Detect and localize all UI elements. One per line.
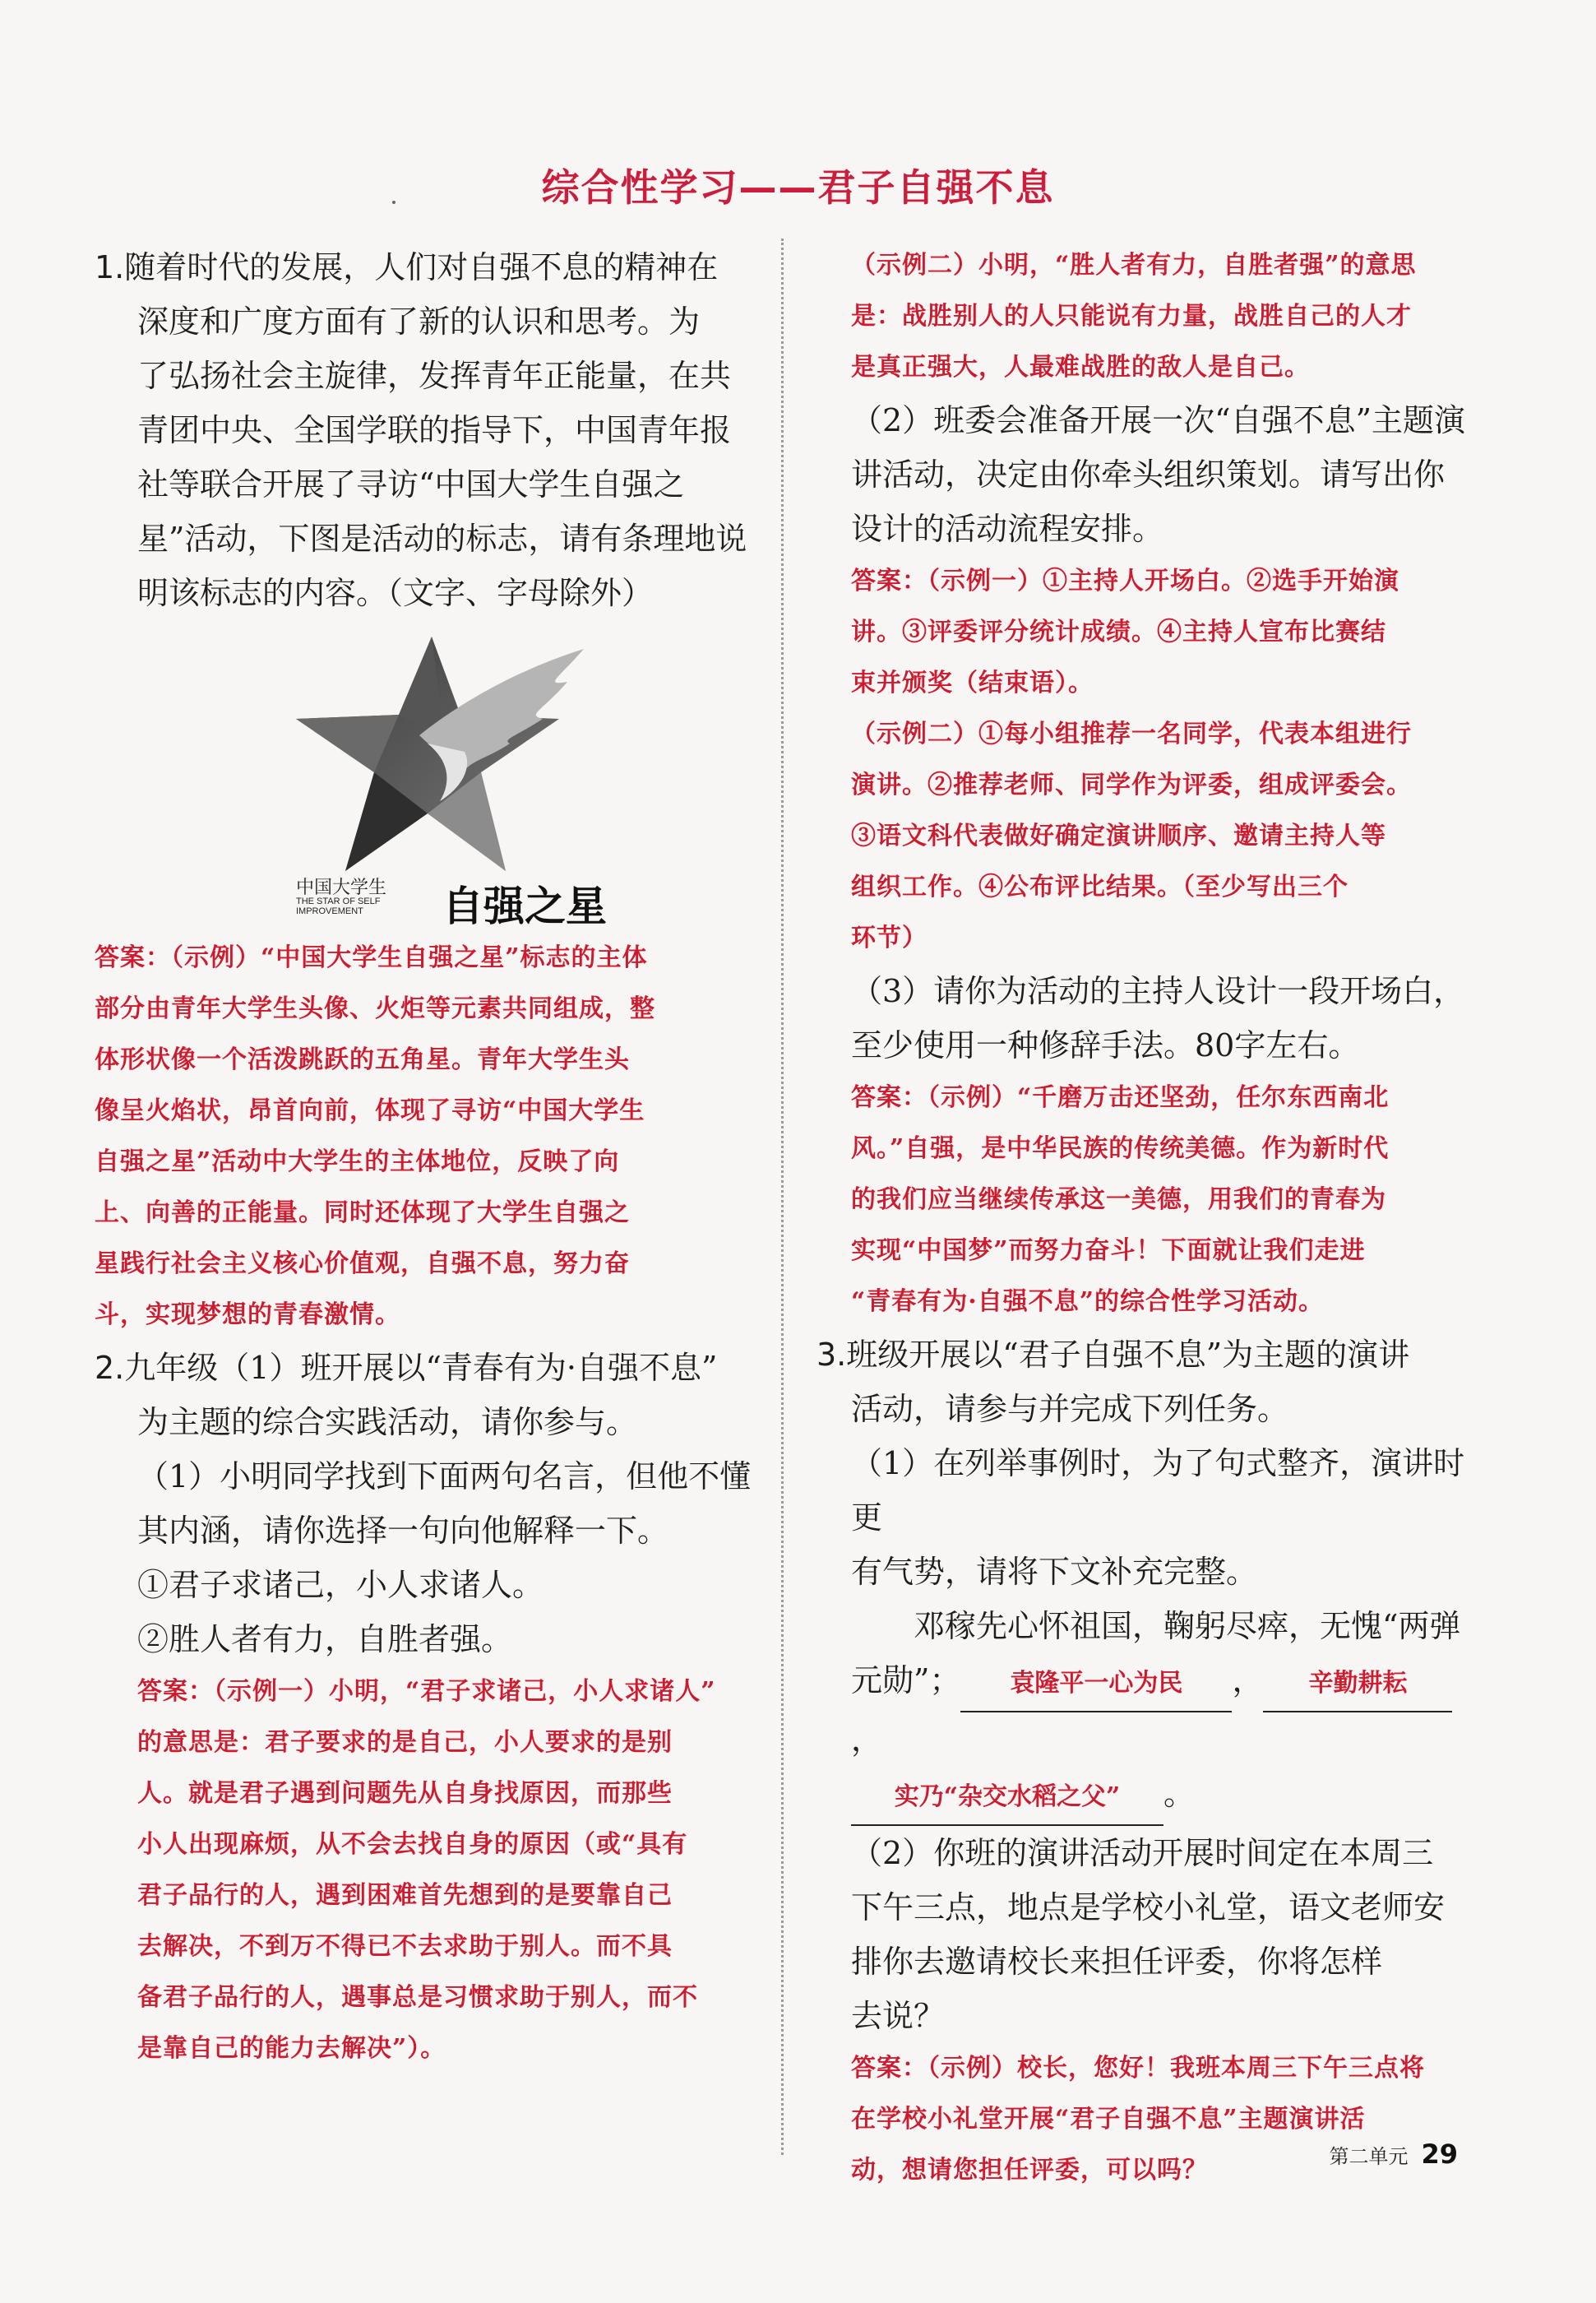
subquestion-text: （2）你班的演讲活动开展时间定在本周三 — [851, 1835, 1434, 1871]
fill-end: 。 — [1163, 1776, 1196, 1812]
question-2 — [95, 1341, 761, 2074]
subquestion-text: 讲活动，决定由你牵头组织策划。请写出你 — [851, 456, 1446, 493]
logo-brand-text: 自强之星 — [442, 882, 607, 930]
answer-label: 答案： — [95, 943, 171, 972]
answer-text: 去解决，不到万不得已不去求助于别人。而不具 — [137, 1932, 673, 1961]
answer-text: ③语文科代表做好确定演讲顺序、邀请主持人等 — [851, 822, 1386, 850]
answer-text: （示例）“千磨万击还坚劲，任尔东西南北 — [928, 1083, 1390, 1112]
star-logo — [296, 637, 625, 933]
answer-text: 自强之星”活动中大学生的主体地位，反映了向 — [95, 1147, 620, 1176]
question-number: 3. — [817, 1337, 847, 1373]
fill-blank-answer: 实乃“杂交水稻之父” — [851, 1770, 1163, 1826]
fill-line — [851, 1767, 1476, 1826]
answer-block — [95, 1666, 761, 2074]
fill-line — [851, 1653, 1476, 1767]
answer-text: 的意思是：君子要求的是自己，小人要求的是别 — [137, 1728, 673, 1757]
question-text: 班级开展以“君子自强不息”为主题的演讲 — [846, 1337, 1410, 1373]
page-title: 综合性学习——君子自强不息 — [541, 165, 1055, 210]
quote-text: ①君子求诸己，小人求诸人。 — [137, 1567, 544, 1603]
answer-text: 在学校小礼堂开展“君子自强不息”主题演讲活 — [851, 2105, 1366, 2134]
page-number: 29 — [1421, 2138, 1458, 2170]
question-text: 随着时代的发展，人们对自强不息的精神在 — [124, 249, 719, 285]
subquestion-text: （3）请你为活动的主持人设计一段开场白， — [851, 973, 1465, 1009]
answer-text: 讲。③评委评分统计成绩。④主持人宣布比赛结 — [851, 618, 1386, 646]
answer-text: 束并颁奖（结束语）。 — [851, 669, 1094, 697]
answer-text: （示例一）小明，“君子求诸己，小人求诸人” — [214, 1677, 716, 1706]
answer-label: 答案： — [137, 1677, 214, 1706]
answer-text: 星践行社会主义核心价值观，自强不息，努力奋 — [95, 1249, 630, 1278]
question-1 — [95, 240, 761, 1341]
subquestion-text: 至少使用一种修辞手法。80字左右。 — [851, 1027, 1360, 1063]
answer-block — [851, 1073, 1476, 1328]
page-footer — [1329, 2138, 1458, 2170]
star-emblem-icon — [296, 637, 625, 875]
column-divider — [781, 239, 784, 2155]
fill-text: 邓稼先心怀祖国，鞠躬尽瘁，无愧“两弹 — [914, 1608, 1461, 1644]
answer-text: 是真正强大，人最难战胜的敌人是自己。 — [851, 353, 1310, 382]
answer-text: 备君子品行的人，遇事总是习惯求助于别人，而不 — [137, 1983, 698, 2012]
question-number: 1. — [95, 249, 125, 285]
subquestion-text: 有气势，请将下文补充完整。 — [851, 1554, 1258, 1590]
question-text: 青团中央、全国学联的指导下，中国青年报 — [137, 412, 732, 448]
answer-label: 答案： — [851, 1083, 928, 1112]
answer-text: 小人出现麻烦，从不会去找自身的原因（或“具有 — [137, 1830, 688, 1859]
answer-text: “青春有为·自强不息”的综合性学习活动。 — [851, 1287, 1324, 1316]
answer-text: 君子品行的人，遇到困难首先想到的是要靠自己 — [137, 1881, 673, 1910]
answer-text: 组织工作。④公布评比结果。（至少写出三个 — [851, 873, 1349, 901]
answer-text: 像呈火焰状，昂首向前，体现了寻访“中国大学生 — [95, 1096, 645, 1125]
question-number: 2. — [95, 1350, 125, 1386]
subquestion-text: （1）小明同学找到下面两句名言，但他不懂 — [137, 1458, 752, 1494]
answer-label: 答案： — [851, 2054, 928, 2083]
answer-text: 体形状像一个活泼跳跃的五角星。青年大学生头 — [95, 1045, 630, 1074]
subquestion-text: 去说？ — [851, 1998, 946, 2034]
fill-prefix: 元勋”； — [851, 1662, 961, 1698]
left-column — [95, 240, 761, 2074]
answer-label: 答案： — [851, 567, 928, 595]
logo-caption — [296, 873, 625, 930]
quote-text: ②胜人者有力，自胜者强。 — [137, 1621, 513, 1657]
logo-en-text: THE STAR OF SELF IMPROVEMENT — [296, 897, 381, 916]
logo-cn-text: 中国大学生 — [296, 878, 387, 898]
answer-text: 是靠自己的能力去解决”）。 — [137, 2034, 446, 2063]
answer-text: 人。就是君子遇到问题先从自身找原因，而那些 — [137, 1779, 673, 1808]
answer-text: （示例）校长，您好！我班本周三下午三点将 — [928, 2054, 1425, 2083]
answer-block — [851, 2043, 1476, 2196]
question-3 — [817, 1328, 1476, 2196]
answer-text: 斗，实现梦想的青春激情。 — [95, 1300, 400, 1329]
right-column — [817, 240, 1476, 2196]
answer-text: （示例一）①主持人开场白。②选手开始演 — [928, 567, 1399, 595]
answer-text: 实现“中国梦”而努力奋斗！下面就让我们走进 — [851, 1236, 1366, 1265]
question-text: 活动，请参与并完成下列任务。 — [851, 1391, 1289, 1427]
answer-text: 环节） — [851, 924, 928, 952]
answer-text: （示例）“中国大学生自强之星”标志的主体 — [171, 943, 648, 972]
answer-text: （示例二）①每小组推荐一名同学，代表本组进行 — [851, 720, 1412, 748]
answer-text: 风。”自强，是中华民族的传统美德。作为新时代 — [851, 1134, 1390, 1163]
fill-comma: ， — [851, 1721, 883, 1758]
answer-block — [851, 240, 1476, 393]
question-text: 了弘扬社会主旋律，发挥青年正能量，在共 — [137, 358, 732, 394]
fill-blank-answer: 辛勤耕耘 — [1263, 1657, 1452, 1712]
question-text: 明该标志的内容。（文字、字母除外） — [137, 575, 654, 611]
fill-comma: ， — [1232, 1662, 1264, 1698]
question-text: 深度和广度方面有了新的认识和思考。为 — [137, 304, 701, 340]
question-text: 为主题的综合实践活动，请你参与。 — [137, 1404, 638, 1440]
answer-block — [95, 933, 761, 1341]
answer-text: 部分由青年大学生头像、火炬等元素共同组成，整 — [95, 994, 655, 1023]
question-text: 星”活动，下图是活动的标志，请有条理地说 — [137, 521, 747, 557]
subquestion-text: 下午三点，地点是学校小礼堂，语文老师安 — [851, 1889, 1446, 1925]
answer-text: （示例二）小明，“胜人者有力，自胜者强”的意思 — [851, 251, 1417, 280]
question-text: 社等联合开展了寻访“中国大学生自强之 — [137, 466, 685, 503]
subquestion-text: 设计的活动流程安排。 — [851, 511, 1164, 547]
question-text: 九年级（1）班开展以“青春有为·自强不息” — [124, 1350, 718, 1386]
subquestion-text: 其内涵，请你选择一句向他解释一下。 — [137, 1513, 669, 1549]
subquestion-text: （1）在列举事例时，为了句式整齐，演讲时更 — [851, 1445, 1465, 1536]
answer-text: 动，想请您担任评委，可以吗？ — [851, 2156, 1208, 2185]
answer-text: 上、向善的正能量。同时还体现了大学生自强之 — [95, 1198, 630, 1227]
answer-text: 的我们应当继续传承这一美德，用我们的青春为 — [851, 1185, 1386, 1214]
answer-text: 演讲。②推荐老师、同学作为评委，组成评委会。 — [851, 771, 1412, 799]
subquestion-text: （2）班委会准备开展一次“自强不息”主题演 — [851, 402, 1466, 438]
answer-block — [851, 556, 1476, 964]
fill-blank-answer: 袁隆平一心为民 — [960, 1657, 1232, 1712]
answer-text: 是：战胜别人的人只能说有力量，战胜自己的人才 — [851, 302, 1412, 331]
subquestion-text: 排你去邀请校长来担任评委，你将怎样 — [851, 1944, 1383, 1980]
unit-label: 第二单元 — [1329, 2145, 1409, 2168]
